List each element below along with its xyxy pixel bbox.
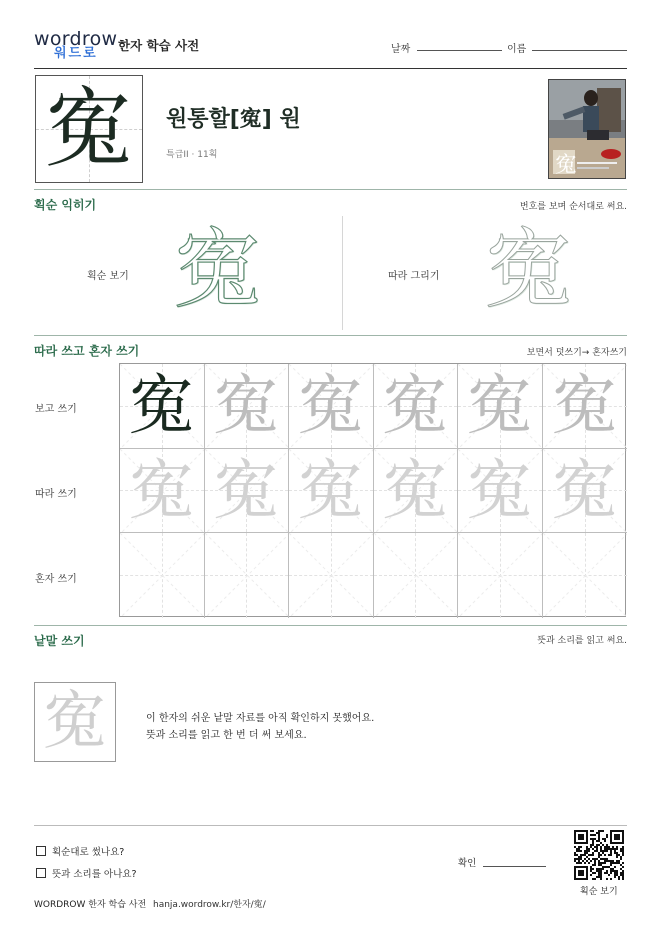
- logo-english: wordrow: [34, 28, 118, 50]
- date-label: 날짜: [391, 44, 411, 55]
- confirm-label: 확인: [458, 858, 477, 869]
- check-label: 뜻과 소리를 아나요?: [52, 869, 137, 880]
- svg-text:寃: 寃: [555, 153, 578, 178]
- practice-cell[interactable]: [374, 533, 459, 618]
- word-section-note: 뜻과 소리를 읽고 써요.: [537, 636, 627, 646]
- practice-char: 寃: [213, 367, 280, 444]
- stroke-section-title: 획순 익히기: [34, 198, 97, 212]
- main-char-box: [35, 75, 143, 183]
- header-divider: [34, 68, 627, 69]
- row-label-view: 보고 쓰기: [35, 404, 77, 415]
- word-message-2: 뜻과 소리를 읽고 한 번 더 써 보세요.: [146, 730, 307, 741]
- practice-char: 寃: [466, 367, 533, 444]
- trace-char[interactable]: 寃: [484, 218, 573, 321]
- practice-char: 寃: [551, 367, 618, 444]
- word-section-title: 낱말 쓰기: [34, 634, 85, 648]
- practice-char: 寃: [128, 367, 195, 444]
- practice-char: 寃: [382, 451, 449, 529]
- trace-label: 따라 그리기: [388, 271, 440, 282]
- footer-brand: WORDROW 한자 학습 사전: [34, 900, 147, 910]
- practice-cell[interactable]: [120, 364, 205, 449]
- main-char: 寃: [44, 77, 133, 180]
- check-label: 획순대로 썼나요?: [52, 847, 125, 858]
- practice-char: 寃: [128, 451, 195, 529]
- practice-section-title: 따라 쓰고 혼자 쓰기: [34, 344, 140, 358]
- practice-char: 寃: [297, 367, 364, 444]
- word-char-box: [34, 682, 116, 762]
- stroke-view-label: 획순 보기: [87, 271, 129, 282]
- practice-cell[interactable]: [289, 449, 374, 534]
- practice-cell[interactable]: [543, 533, 628, 618]
- stroke-section-note: 번호를 보며 순서대로 써요.: [519, 202, 627, 212]
- practice-cell[interactable]: [543, 449, 628, 534]
- checklist-stroke-order[interactable]: [36, 844, 124, 858]
- row-label-alone: 혼자 쓰기: [35, 574, 77, 585]
- divider: [34, 335, 627, 336]
- word-message-1: 이 한자의 쉬운 낱말 자료를 아직 확인하지 못했어요.: [146, 713, 375, 724]
- practice-cell[interactable]: [374, 364, 459, 449]
- practice-cell[interactable]: [458, 449, 543, 534]
- name-label: 이름: [507, 44, 527, 55]
- practice-char: 寃: [297, 451, 364, 529]
- page-title: 원통할[寃] 원: [166, 107, 301, 132]
- practice-cell[interactable]: [289, 533, 374, 618]
- logo-korean: 워드로: [54, 46, 98, 61]
- practice-cell[interactable]: [205, 533, 290, 618]
- qr-code-icon[interactable]: [574, 830, 624, 880]
- practice-char: 寃: [551, 451, 618, 529]
- qr-label: 획순 보기: [580, 887, 618, 897]
- grade-strokes: 특급II · 11획: [166, 150, 218, 160]
- poster-image: [548, 79, 626, 179]
- practice-cell[interactable]: [458, 364, 543, 449]
- practice-cell[interactable]: [458, 533, 543, 618]
- checkbox-icon[interactable]: [36, 868, 46, 878]
- confirm-field[interactable]: [483, 866, 546, 867]
- practice-char: 寃: [213, 451, 280, 529]
- brand-title: 한자 학습 사전: [118, 38, 200, 53]
- checkbox-icon[interactable]: [36, 846, 46, 856]
- practice-cell[interactable]: [120, 533, 205, 618]
- practice-cell[interactable]: [374, 449, 459, 534]
- divider: [34, 189, 627, 190]
- practice-cell[interactable]: [120, 449, 205, 534]
- practice-cell[interactable]: [543, 364, 628, 449]
- practice-grid: [119, 363, 626, 617]
- practice-char: 寃: [382, 367, 449, 444]
- practice-cell[interactable]: [205, 364, 290, 449]
- name-field[interactable]: [532, 50, 627, 51]
- practice-section-note: 보면서 덧쓰기→ 혼자쓰기: [526, 348, 627, 358]
- word-char: 寃: [43, 685, 107, 759]
- footer-divider: [34, 825, 627, 826]
- row-label-trace: 따라 쓰기: [35, 489, 77, 500]
- date-field[interactable]: [417, 50, 502, 51]
- checklist-meaning[interactable]: [36, 866, 137, 880]
- practice-cell[interactable]: [205, 449, 290, 534]
- wordrow-logo: [34, 28, 118, 68]
- stroke-order-char: 寃: [173, 218, 262, 321]
- practice-cell[interactable]: [289, 364, 374, 449]
- stroke-divider: [342, 216, 343, 330]
- footer-url[interactable]: hanja.wordrow.kr/한자/寃/: [153, 900, 266, 910]
- divider: [34, 625, 627, 626]
- practice-char: 寃: [466, 451, 533, 529]
